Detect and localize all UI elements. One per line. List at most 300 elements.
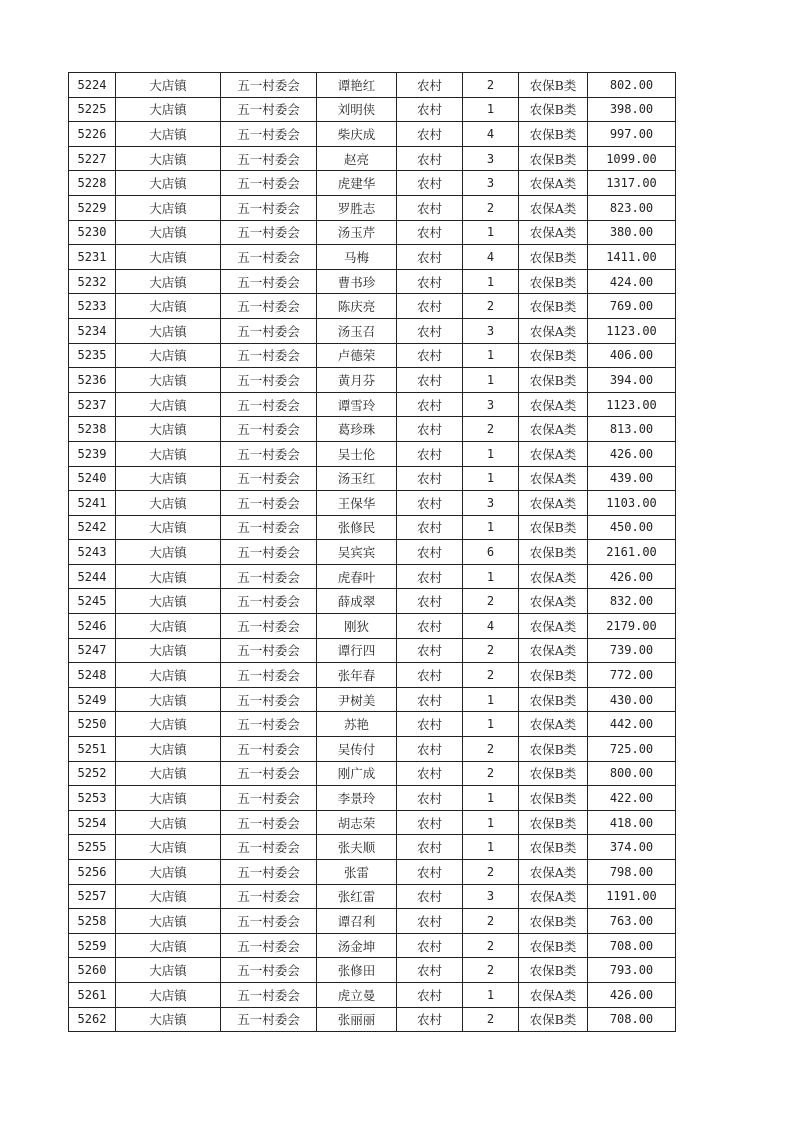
village-committee-cell: 五一村委会 xyxy=(221,220,317,245)
table-row xyxy=(69,195,676,220)
beneficiary-table xyxy=(68,72,676,1032)
table-row xyxy=(69,515,676,540)
village-committee-cell: 五一村委会 xyxy=(221,909,317,934)
amount-cell: 426.00 xyxy=(588,564,676,589)
village-committee-cell: 五一村委会 xyxy=(221,786,317,811)
name-cell: 刘明侠 xyxy=(317,97,397,122)
town-cell: 大店镇 xyxy=(116,663,221,688)
village-committee-cell: 五一村委会 xyxy=(221,737,317,762)
household-type-cell: 农村 xyxy=(397,638,463,663)
town-cell: 大店镇 xyxy=(116,786,221,811)
insurance-category-cell: 农保A类 xyxy=(519,195,588,220)
household-type-cell: 农村 xyxy=(397,146,463,171)
amount-cell: 802.00 xyxy=(588,73,676,98)
household-size-cell: 2 xyxy=(463,663,519,688)
village-committee-cell: 五一村委会 xyxy=(221,638,317,663)
amount-cell: 2161.00 xyxy=(588,540,676,565)
insurance-category-cell: 农保B类 xyxy=(519,810,588,835)
record-id-cell: 5238 xyxy=(69,417,116,442)
insurance-category-cell: 农保B类 xyxy=(519,909,588,934)
table-row xyxy=(69,269,676,294)
name-cell: 虎建华 xyxy=(317,171,397,196)
insurance-category-cell: 农保B类 xyxy=(519,958,588,983)
insurance-category-cell: 农保B类 xyxy=(519,515,588,540)
name-cell: 吴宾宾 xyxy=(317,540,397,565)
town-cell: 大店镇 xyxy=(116,245,221,270)
name-cell: 虎春叶 xyxy=(317,564,397,589)
household-size-cell: 1 xyxy=(463,441,519,466)
name-cell: 胡志荣 xyxy=(317,810,397,835)
insurance-category-cell: 农保B类 xyxy=(519,737,588,762)
town-cell: 大店镇 xyxy=(116,515,221,540)
name-cell: 谭行四 xyxy=(317,638,397,663)
name-cell: 罗胜志 xyxy=(317,195,397,220)
household-type-cell: 农村 xyxy=(397,122,463,147)
table-row xyxy=(69,146,676,171)
record-id-cell: 5254 xyxy=(69,810,116,835)
amount-cell: 769.00 xyxy=(588,294,676,319)
household-size-cell: 3 xyxy=(463,318,519,343)
household-type-cell: 农村 xyxy=(397,540,463,565)
village-committee-cell: 五一村委会 xyxy=(221,515,317,540)
town-cell: 大店镇 xyxy=(116,810,221,835)
town-cell: 大店镇 xyxy=(116,884,221,909)
table-row xyxy=(69,687,676,712)
town-cell: 大店镇 xyxy=(116,614,221,639)
table-row xyxy=(69,1007,676,1032)
record-id-cell: 5261 xyxy=(69,982,116,1007)
table-row xyxy=(69,933,676,958)
household-type-cell: 农村 xyxy=(397,220,463,245)
town-cell: 大店镇 xyxy=(116,318,221,343)
town-cell: 大店镇 xyxy=(116,860,221,885)
town-cell: 大店镇 xyxy=(116,392,221,417)
town-cell: 大店镇 xyxy=(116,761,221,786)
record-id-cell: 5251 xyxy=(69,737,116,762)
name-cell: 张修民 xyxy=(317,515,397,540)
household-size-cell: 1 xyxy=(463,982,519,1007)
insurance-category-cell: 农保B类 xyxy=(519,786,588,811)
record-id-cell: 5226 xyxy=(69,122,116,147)
insurance-category-cell: 农保A类 xyxy=(519,466,588,491)
record-id-cell: 5255 xyxy=(69,835,116,860)
town-cell: 大店镇 xyxy=(116,958,221,983)
amount-cell: 798.00 xyxy=(588,860,676,885)
amount-cell: 426.00 xyxy=(588,441,676,466)
insurance-category-cell: 农保B类 xyxy=(519,933,588,958)
town-cell: 大店镇 xyxy=(116,564,221,589)
record-id-cell: 5235 xyxy=(69,343,116,368)
record-id-cell: 5240 xyxy=(69,466,116,491)
record-id-cell: 5225 xyxy=(69,97,116,122)
village-committee-cell: 五一村委会 xyxy=(221,1007,317,1032)
insurance-category-cell: 农保A类 xyxy=(519,318,588,343)
record-id-cell: 5237 xyxy=(69,392,116,417)
name-cell: 刚广成 xyxy=(317,761,397,786)
household-type-cell: 农村 xyxy=(397,614,463,639)
village-committee-cell: 五一村委会 xyxy=(221,614,317,639)
table-row xyxy=(69,810,676,835)
household-type-cell: 农村 xyxy=(397,860,463,885)
name-cell: 张年春 xyxy=(317,663,397,688)
insurance-category-cell: 农保A类 xyxy=(519,392,588,417)
insurance-category-cell: 农保B类 xyxy=(519,97,588,122)
name-cell: 曹书珍 xyxy=(317,269,397,294)
village-committee-cell: 五一村委会 xyxy=(221,122,317,147)
amount-cell: 739.00 xyxy=(588,638,676,663)
household-type-cell: 农村 xyxy=(397,515,463,540)
amount-cell: 708.00 xyxy=(588,1007,676,1032)
village-committee-cell: 五一村委会 xyxy=(221,564,317,589)
household-type-cell: 农村 xyxy=(397,466,463,491)
household-type-cell: 农村 xyxy=(397,663,463,688)
household-size-cell: 2 xyxy=(463,761,519,786)
household-size-cell: 1 xyxy=(463,564,519,589)
table-row xyxy=(69,614,676,639)
town-cell: 大店镇 xyxy=(116,835,221,860)
town-cell: 大店镇 xyxy=(116,220,221,245)
household-type-cell: 农村 xyxy=(397,392,463,417)
insurance-category-cell: 农保A类 xyxy=(519,638,588,663)
town-cell: 大店镇 xyxy=(116,195,221,220)
insurance-category-cell: 农保A类 xyxy=(519,589,588,614)
name-cell: 汤玉芹 xyxy=(317,220,397,245)
record-id-cell: 5253 xyxy=(69,786,116,811)
name-cell: 吴士伦 xyxy=(317,441,397,466)
village-committee-cell: 五一村委会 xyxy=(221,810,317,835)
household-size-cell: 2 xyxy=(463,860,519,885)
record-id-cell: 5256 xyxy=(69,860,116,885)
name-cell: 王保华 xyxy=(317,491,397,516)
table-row xyxy=(69,73,676,98)
village-committee-cell: 五一村委会 xyxy=(221,392,317,417)
amount-cell: 763.00 xyxy=(588,909,676,934)
town-cell: 大店镇 xyxy=(116,1007,221,1032)
record-id-cell: 5247 xyxy=(69,638,116,663)
amount-cell: 772.00 xyxy=(588,663,676,688)
town-cell: 大店镇 xyxy=(116,441,221,466)
table-row xyxy=(69,589,676,614)
name-cell: 汤金坤 xyxy=(317,933,397,958)
table-row xyxy=(69,663,676,688)
town-cell: 大店镇 xyxy=(116,466,221,491)
table-row xyxy=(69,638,676,663)
insurance-category-cell: 农保A类 xyxy=(519,564,588,589)
amount-cell: 800.00 xyxy=(588,761,676,786)
insurance-category-cell: 农保A类 xyxy=(519,712,588,737)
household-type-cell: 农村 xyxy=(397,97,463,122)
amount-cell: 1191.00 xyxy=(588,884,676,909)
amount-cell: 374.00 xyxy=(588,835,676,860)
household-size-cell: 3 xyxy=(463,884,519,909)
town-cell: 大店镇 xyxy=(116,491,221,516)
household-type-cell: 农村 xyxy=(397,343,463,368)
village-committee-cell: 五一村委会 xyxy=(221,269,317,294)
household-size-cell: 1 xyxy=(463,466,519,491)
table-row xyxy=(69,97,676,122)
amount-cell: 793.00 xyxy=(588,958,676,983)
household-size-cell: 1 xyxy=(463,269,519,294)
town-cell: 大店镇 xyxy=(116,982,221,1007)
household-size-cell: 1 xyxy=(463,786,519,811)
amount-cell: 424.00 xyxy=(588,269,676,294)
town-cell: 大店镇 xyxy=(116,97,221,122)
amount-cell: 725.00 xyxy=(588,737,676,762)
town-cell: 大店镇 xyxy=(116,122,221,147)
record-id-cell: 5244 xyxy=(69,564,116,589)
table-row xyxy=(69,540,676,565)
village-committee-cell: 五一村委会 xyxy=(221,73,317,98)
amount-cell: 997.00 xyxy=(588,122,676,147)
record-id-cell: 5259 xyxy=(69,933,116,958)
table-row xyxy=(69,737,676,762)
name-cell: 黄月芬 xyxy=(317,368,397,393)
name-cell: 李景玲 xyxy=(317,786,397,811)
table-row xyxy=(69,343,676,368)
village-committee-cell: 五一村委会 xyxy=(221,294,317,319)
table-row xyxy=(69,786,676,811)
town-cell: 大店镇 xyxy=(116,933,221,958)
village-committee-cell: 五一村委会 xyxy=(221,245,317,270)
name-cell: 卢德荣 xyxy=(317,343,397,368)
household-size-cell: 1 xyxy=(463,687,519,712)
household-type-cell: 农村 xyxy=(397,810,463,835)
household-type-cell: 农村 xyxy=(397,712,463,737)
village-committee-cell: 五一村委会 xyxy=(221,663,317,688)
record-id-cell: 5227 xyxy=(69,146,116,171)
insurance-category-cell: 农保B类 xyxy=(519,368,588,393)
village-committee-cell: 五一村委会 xyxy=(221,761,317,786)
village-committee-cell: 五一村委会 xyxy=(221,884,317,909)
name-cell: 张红雷 xyxy=(317,884,397,909)
table-row xyxy=(69,294,676,319)
village-committee-cell: 五一村委会 xyxy=(221,860,317,885)
amount-cell: 1103.00 xyxy=(588,491,676,516)
village-committee-cell: 五一村委会 xyxy=(221,491,317,516)
household-size-cell: 2 xyxy=(463,638,519,663)
amount-cell: 1317.00 xyxy=(588,171,676,196)
name-cell: 张丽丽 xyxy=(317,1007,397,1032)
town-cell: 大店镇 xyxy=(116,540,221,565)
insurance-category-cell: 农保A类 xyxy=(519,417,588,442)
town-cell: 大店镇 xyxy=(116,171,221,196)
insurance-category-cell: 农保B类 xyxy=(519,540,588,565)
household-type-cell: 农村 xyxy=(397,73,463,98)
village-committee-cell: 五一村委会 xyxy=(221,835,317,860)
record-id-cell: 5231 xyxy=(69,245,116,270)
village-committee-cell: 五一村委会 xyxy=(221,958,317,983)
household-size-cell: 1 xyxy=(463,515,519,540)
amount-cell: 708.00 xyxy=(588,933,676,958)
town-cell: 大店镇 xyxy=(116,368,221,393)
town-cell: 大店镇 xyxy=(116,687,221,712)
household-type-cell: 农村 xyxy=(397,564,463,589)
table-row xyxy=(69,392,676,417)
household-type-cell: 农村 xyxy=(397,491,463,516)
household-size-cell: 2 xyxy=(463,73,519,98)
household-size-cell: 6 xyxy=(463,540,519,565)
amount-cell: 832.00 xyxy=(588,589,676,614)
household-size-cell: 2 xyxy=(463,909,519,934)
name-cell: 张雷 xyxy=(317,860,397,885)
name-cell: 汤玉红 xyxy=(317,466,397,491)
insurance-category-cell: 农保B类 xyxy=(519,245,588,270)
village-committee-cell: 五一村委会 xyxy=(221,195,317,220)
record-id-cell: 5234 xyxy=(69,318,116,343)
household-size-cell: 1 xyxy=(463,810,519,835)
table-row xyxy=(69,564,676,589)
village-committee-cell: 五一村委会 xyxy=(221,466,317,491)
amount-cell: 1411.00 xyxy=(588,245,676,270)
record-id-cell: 5245 xyxy=(69,589,116,614)
insurance-category-cell: 农保A类 xyxy=(519,491,588,516)
village-committee-cell: 五一村委会 xyxy=(221,343,317,368)
household-type-cell: 农村 xyxy=(397,761,463,786)
household-type-cell: 农村 xyxy=(397,294,463,319)
village-committee-cell: 五一村委会 xyxy=(221,687,317,712)
table-row xyxy=(69,982,676,1007)
insurance-category-cell: 农保A类 xyxy=(519,884,588,909)
village-committee-cell: 五一村委会 xyxy=(221,368,317,393)
name-cell: 张夫顺 xyxy=(317,835,397,860)
record-id-cell: 5228 xyxy=(69,171,116,196)
town-cell: 大店镇 xyxy=(116,417,221,442)
record-id-cell: 5229 xyxy=(69,195,116,220)
town-cell: 大店镇 xyxy=(116,269,221,294)
name-cell: 虎立曼 xyxy=(317,982,397,1007)
household-type-cell: 农村 xyxy=(397,417,463,442)
name-cell: 柴庆成 xyxy=(317,122,397,147)
table-row xyxy=(69,171,676,196)
amount-cell: 1099.00 xyxy=(588,146,676,171)
name-cell: 谭召利 xyxy=(317,909,397,934)
table-row xyxy=(69,122,676,147)
amount-cell: 1123.00 xyxy=(588,392,676,417)
amount-cell: 442.00 xyxy=(588,712,676,737)
household-type-cell: 农村 xyxy=(397,835,463,860)
insurance-category-cell: 农保A类 xyxy=(519,441,588,466)
household-size-cell: 4 xyxy=(463,122,519,147)
household-size-cell: 1 xyxy=(463,97,519,122)
household-size-cell: 1 xyxy=(463,835,519,860)
table-row xyxy=(69,368,676,393)
table-row xyxy=(69,491,676,516)
record-id-cell: 5262 xyxy=(69,1007,116,1032)
household-type-cell: 农村 xyxy=(397,958,463,983)
insurance-category-cell: 农保B类 xyxy=(519,663,588,688)
village-committee-cell: 五一村委会 xyxy=(221,318,317,343)
insurance-category-cell: 农保A类 xyxy=(519,982,588,1007)
household-type-cell: 农村 xyxy=(397,368,463,393)
household-type-cell: 农村 xyxy=(397,737,463,762)
record-id-cell: 5236 xyxy=(69,368,116,393)
record-id-cell: 5246 xyxy=(69,614,116,639)
household-size-cell: 4 xyxy=(463,245,519,270)
name-cell: 张修田 xyxy=(317,958,397,983)
insurance-category-cell: 农保A类 xyxy=(519,860,588,885)
table-row xyxy=(69,220,676,245)
household-type-cell: 农村 xyxy=(397,441,463,466)
name-cell: 马梅 xyxy=(317,245,397,270)
amount-cell: 439.00 xyxy=(588,466,676,491)
record-id-cell: 5239 xyxy=(69,441,116,466)
household-type-cell: 农村 xyxy=(397,269,463,294)
household-size-cell: 2 xyxy=(463,195,519,220)
table-row xyxy=(69,712,676,737)
household-size-cell: 1 xyxy=(463,220,519,245)
insurance-category-cell: 农保B类 xyxy=(519,269,588,294)
amount-cell: 398.00 xyxy=(588,97,676,122)
table-row xyxy=(69,909,676,934)
town-cell: 大店镇 xyxy=(116,589,221,614)
village-committee-cell: 五一村委会 xyxy=(221,933,317,958)
town-cell: 大店镇 xyxy=(116,146,221,171)
table-row xyxy=(69,761,676,786)
village-committee-cell: 五一村委会 xyxy=(221,417,317,442)
record-id-cell: 5230 xyxy=(69,220,116,245)
amount-cell: 422.00 xyxy=(588,786,676,811)
household-size-cell: 2 xyxy=(463,294,519,319)
household-size-cell: 2 xyxy=(463,589,519,614)
insurance-category-cell: 农保A类 xyxy=(519,171,588,196)
insurance-category-cell: 农保B类 xyxy=(519,343,588,368)
name-cell: 谭雪玲 xyxy=(317,392,397,417)
insurance-category-cell: 农保B类 xyxy=(519,1007,588,1032)
record-id-cell: 5233 xyxy=(69,294,116,319)
name-cell: 刚狄 xyxy=(317,614,397,639)
household-size-cell: 2 xyxy=(463,417,519,442)
insurance-category-cell: 农保B类 xyxy=(519,73,588,98)
household-size-cell: 2 xyxy=(463,933,519,958)
table-row xyxy=(69,318,676,343)
table-row xyxy=(69,884,676,909)
amount-cell: 426.00 xyxy=(588,982,676,1007)
record-id-cell: 5224 xyxy=(69,73,116,98)
name-cell: 赵亮 xyxy=(317,146,397,171)
town-cell: 大店镇 xyxy=(116,638,221,663)
record-id-cell: 5242 xyxy=(69,515,116,540)
household-type-cell: 农村 xyxy=(397,589,463,614)
household-size-cell: 2 xyxy=(463,1007,519,1032)
household-size-cell: 1 xyxy=(463,368,519,393)
household-type-cell: 农村 xyxy=(397,909,463,934)
household-size-cell: 1 xyxy=(463,712,519,737)
table-row xyxy=(69,835,676,860)
household-type-cell: 农村 xyxy=(397,884,463,909)
town-cell: 大店镇 xyxy=(116,73,221,98)
record-id-cell: 5260 xyxy=(69,958,116,983)
village-committee-cell: 五一村委会 xyxy=(221,712,317,737)
amount-cell: 380.00 xyxy=(588,220,676,245)
insurance-category-cell: 农保A类 xyxy=(519,220,588,245)
household-type-cell: 农村 xyxy=(397,687,463,712)
insurance-category-cell: 农保B类 xyxy=(519,761,588,786)
amount-cell: 394.00 xyxy=(588,368,676,393)
village-committee-cell: 五一村委会 xyxy=(221,982,317,1007)
name-cell: 谭艳红 xyxy=(317,73,397,98)
amount-cell: 418.00 xyxy=(588,810,676,835)
village-committee-cell: 五一村委会 xyxy=(221,441,317,466)
household-size-cell: 3 xyxy=(463,171,519,196)
record-id-cell: 5252 xyxy=(69,761,116,786)
table-row xyxy=(69,860,676,885)
town-cell: 大店镇 xyxy=(116,294,221,319)
insurance-category-cell: 农保B类 xyxy=(519,146,588,171)
town-cell: 大店镇 xyxy=(116,737,221,762)
household-type-cell: 农村 xyxy=(397,195,463,220)
village-committee-cell: 五一村委会 xyxy=(221,97,317,122)
town-cell: 大店镇 xyxy=(116,909,221,934)
